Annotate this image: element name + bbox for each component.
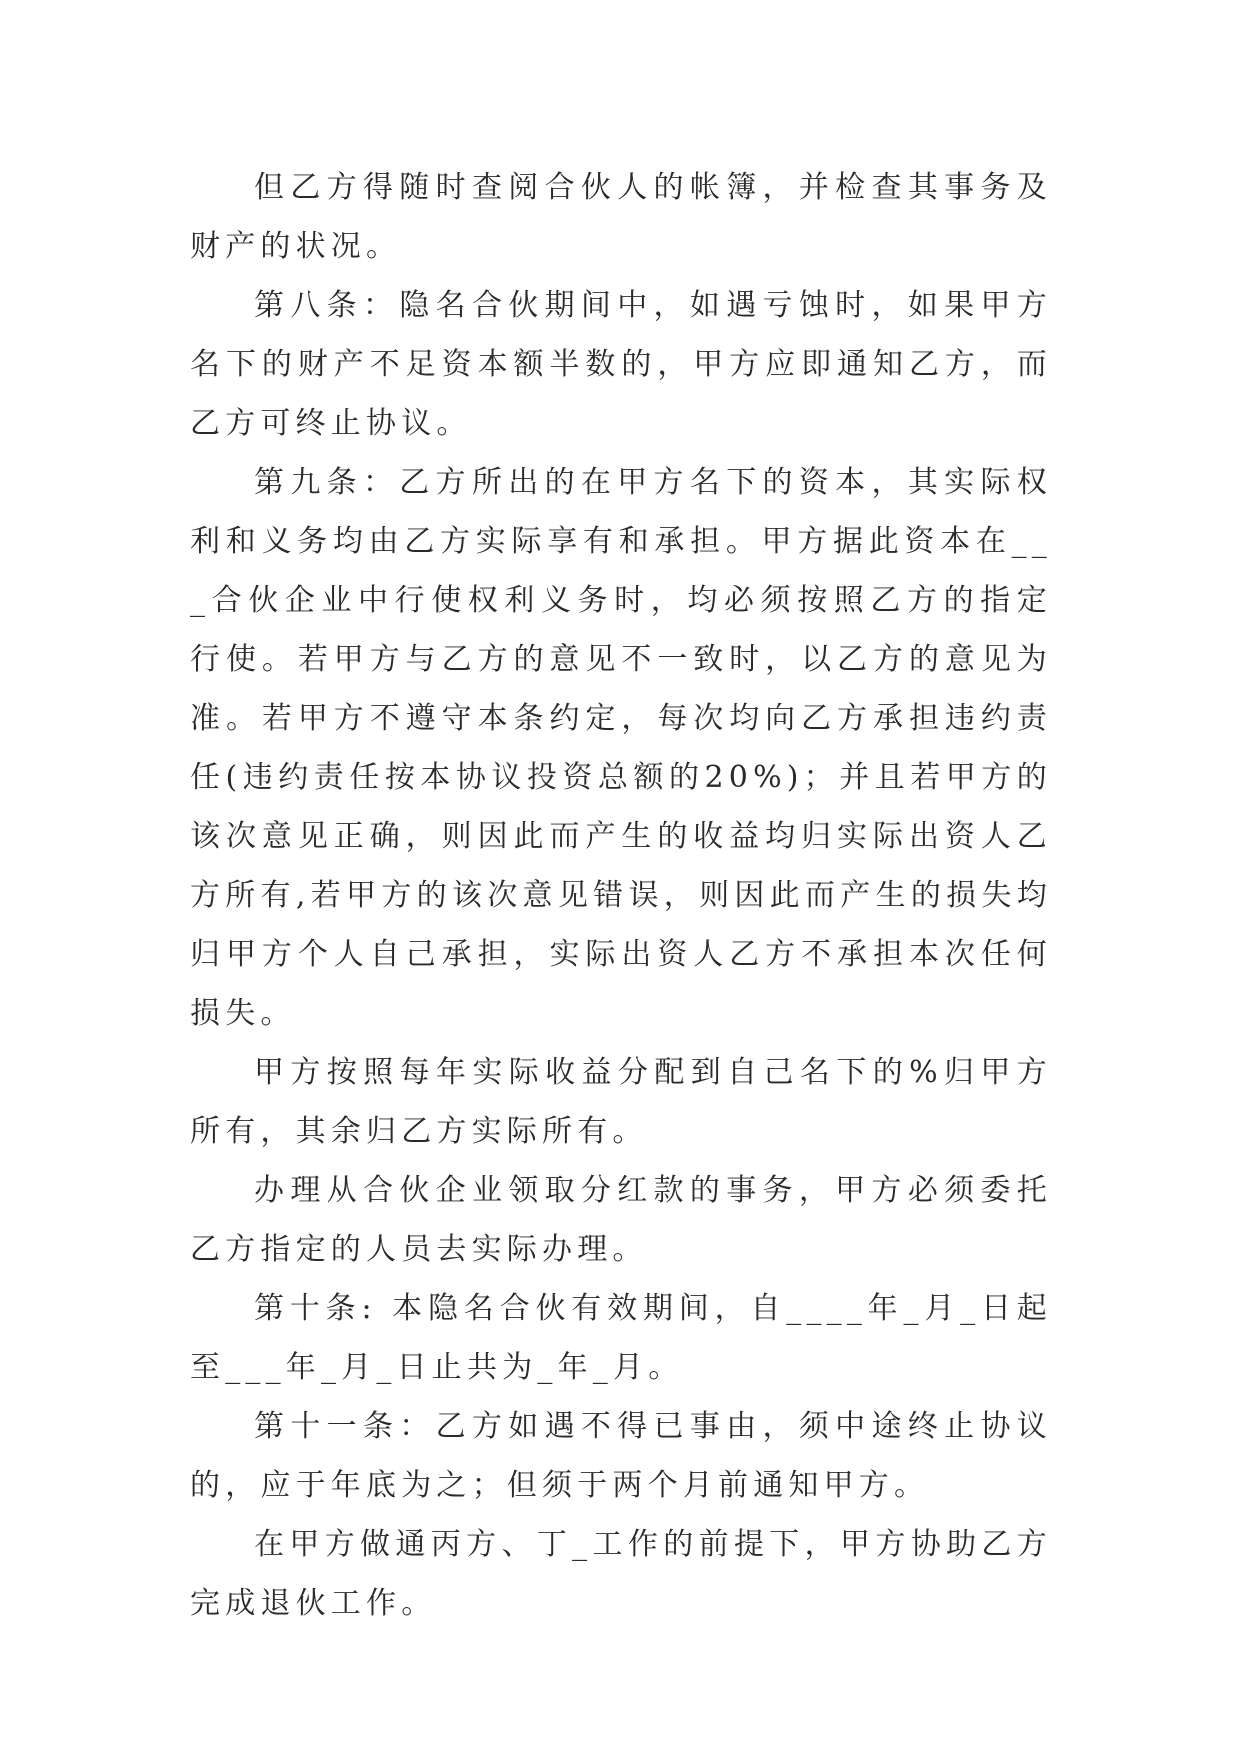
paragraph-withdrawal-assistance: 在甲方做通丙方、丁_工作的前提下，甲方协助乙方完成退伙工作。 [190,1527,1052,1621]
document-body [190,158,1052,1633]
paragraph-article-9: 第九条：乙方所出的在甲方名下的资本，其实际权利和义务均由乙方实际享有和承担。甲方据此资本在___合伙企业中行使权利义务时，均必须按照乙方的指定行使。若甲方与乙方的意见不一致时，以乙方的意见为准。若甲方不遵守本条约定，每次均向乙方承担违约责任(违约责任按本协议投资总额的20%)；并且若甲方的该次意见正确，则因此而产生的收益均归实际出资人乙方所有,若甲方的该次意见错误，则因此而产生的损失均归甲方个人自己承担，实际出资人乙方不承担本次任何损失。 [190,465,1052,1031]
paragraph-profit-distribution: 甲方按照每年实际收益分配到自己名下的%归甲方所有，其余归乙方实际所有。 [190,1055,1052,1149]
paragraph-article-11: 第十一条：乙方如遇不得已事由，须中途终止协议的，应于年底为之；但须于两个月前通知甲方。 [190,1409,1052,1503]
paragraph-dividend-handling: 办理从合伙企业领取分红款的事务，甲方必须委托乙方指定的人员去实际办理。 [190,1173,1052,1267]
paragraph-article-10: 第十条: 本隐名合伙有效期间，自____年_月_日起至___年_月_日止共为_年_月。 [190,1291,1052,1385]
paragraph-account-inspection: 但乙方得随时查阅合伙人的帐簿，并检查其事务及财产的状况。 [190,170,1052,264]
paragraph-article-8: 第八条：隐名合伙期间中，如遇亏蚀时，如果甲方名下的财产不足资本额半数的，甲方应即通知乙方，而乙方可终止协议。 [190,288,1052,441]
